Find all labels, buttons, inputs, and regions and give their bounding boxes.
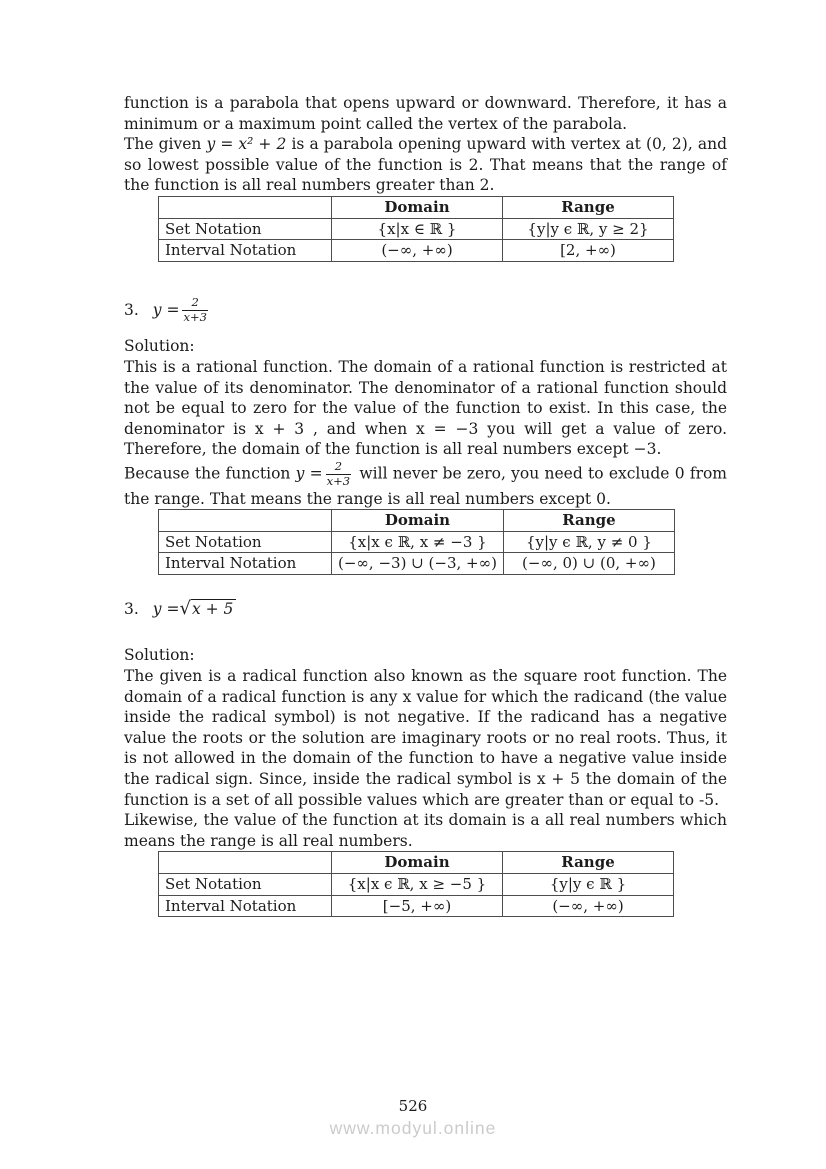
table-corner-cell: [159, 852, 332, 874]
fraction: [182, 296, 207, 325]
paragraph-parabola-intro: function is a parabola that opens upward or downward. Therefore, it has a minimum or a maximum point called the vertex of the parabola.: [124, 94, 727, 133]
table-row: [159, 874, 674, 896]
domain-range-table-parabola: [158, 196, 674, 262]
radical-expression: [179, 599, 236, 620]
cell-domain-interval: (−∞, −3) ∪ (−3, +∞): [332, 553, 504, 575]
cell-domain-interval: [−5, +∞): [332, 895, 503, 917]
cell-range-interval: [2, +∞): [503, 240, 674, 262]
paragraph-rational-domain: This is a rational function. The domain of a rational function is restricted at the value of its denominator. The denominator of a rational function should not be equal to zero for the value of the function to exist. In this case, the denominator is x + 3 , and when x = −3 you will get a value of zero. Therefore, the domain of the function is all real numbers except −3.: [124, 357, 727, 459]
cell-range-set: {y|y ϵ ℝ, y ≠ 0 }: [503, 531, 674, 553]
cell-range-set: {y|y ϵ ℝ, y ≥ 2}: [503, 218, 674, 240]
table-row: [159, 240, 674, 262]
cell-domain-set: {x|x ϵ ℝ, x ≥ −5 }: [332, 874, 503, 896]
table-corner-cell: [159, 196, 332, 218]
table-header-range: Range: [503, 852, 674, 874]
row-label-interval-notation: Interval Notation: [159, 240, 332, 262]
cell-domain-set: {x|x ϵ ℝ, x ≠ −3 }: [332, 531, 504, 553]
item-number: 3.: [124, 599, 139, 618]
page-number: 526: [398, 1097, 428, 1115]
equation-rational-function: [124, 296, 727, 325]
cell-range-interval: (−∞, +∞): [503, 895, 674, 917]
fraction-denominator: x+3: [326, 473, 351, 488]
paragraph-rational-range: [124, 460, 727, 509]
cell-domain-set: {x|x ∈ ℝ }: [332, 218, 503, 240]
paragraph-radical-range: Likewise, the value of the function at its domain is a all real numbers which means the range is all real numbers.: [124, 811, 727, 850]
paragraph-text: Because the function: [124, 464, 296, 483]
domain-range-table-radical: [158, 851, 674, 917]
item-number: 3.: [124, 300, 139, 319]
cell-range-set: {y|y ϵ ℝ }: [503, 874, 674, 896]
row-label-set-notation: Set Notation: [159, 218, 332, 240]
table-header-domain: Domain: [332, 852, 503, 874]
domain-range-table-rational: [158, 509, 675, 575]
table-corner-cell: [159, 510, 332, 532]
table-row: [159, 218, 674, 240]
equation-lhs: y =: [152, 300, 180, 319]
radicand: x + 5: [191, 599, 236, 618]
equation-radical-function: [124, 599, 727, 620]
fraction: [326, 460, 351, 489]
table-header-range: Range: [503, 510, 674, 532]
paragraph-text: is a parabola opening upward with vertex at (0, 2), and so lowest possible value of the function is 2. That means that the range of the function is all real numbers greater than 2.: [124, 135, 727, 195]
equation-lhs: y =: [152, 599, 180, 618]
fraction-denominator: x+3: [183, 309, 207, 324]
inline-equation: y = x² + 2: [206, 135, 287, 154]
row-label-set-notation: Set Notation: [159, 531, 332, 553]
cell-range-interval: (−∞, 0) ∪ (0, +∞): [503, 553, 674, 575]
paragraph-text: will never be zero, you need to exclude 0 from the range. That means the range is all real numbers except 0.: [124, 464, 728, 508]
table-header-row: [159, 196, 674, 218]
row-label-interval-notation: Interval Notation: [159, 895, 332, 917]
solution-label: Solution:: [124, 646, 195, 665]
solution-label: Solution:: [124, 337, 195, 356]
table-header-domain: Domain: [332, 510, 504, 532]
table-header-range: Range: [503, 196, 674, 218]
cell-domain-interval: (−∞, +∞): [332, 240, 503, 262]
table-header-row: [159, 510, 675, 532]
radical-sign: √: [179, 597, 191, 619]
row-label-set-notation: Set Notation: [159, 874, 332, 896]
table-row: [159, 553, 675, 575]
inline-equation-lhs: y =: [295, 464, 323, 483]
fraction-numerator: 2: [182, 296, 207, 311]
paragraph-text: The given: [124, 135, 207, 154]
paragraph-radical-domain: The given is a radical function also known as the square root function. The domain of a radical function is any x value for which the radicand (the value inside the radical symbol) is not negative. If the radicand has a negative value the roots or the solution are imaginary roots or no real roots. Thus, it is not allowed in the domain of the function to have a negative value inside the radical sign. Since, inside the radical symbol is x + 5 the domain of the function is a set of all possible values which are greater than or equal to -5.: [124, 667, 727, 809]
paragraph-given-parabola: [124, 134, 727, 196]
table-header-row: [159, 852, 674, 874]
table-row: [159, 531, 675, 553]
table-header-domain: Domain: [332, 196, 503, 218]
watermark: www.modyul.online: [329, 1118, 497, 1138]
fraction-numerator: 2: [326, 460, 351, 475]
row-label-interval-notation: Interval Notation: [159, 553, 332, 575]
table-row: [159, 895, 674, 917]
